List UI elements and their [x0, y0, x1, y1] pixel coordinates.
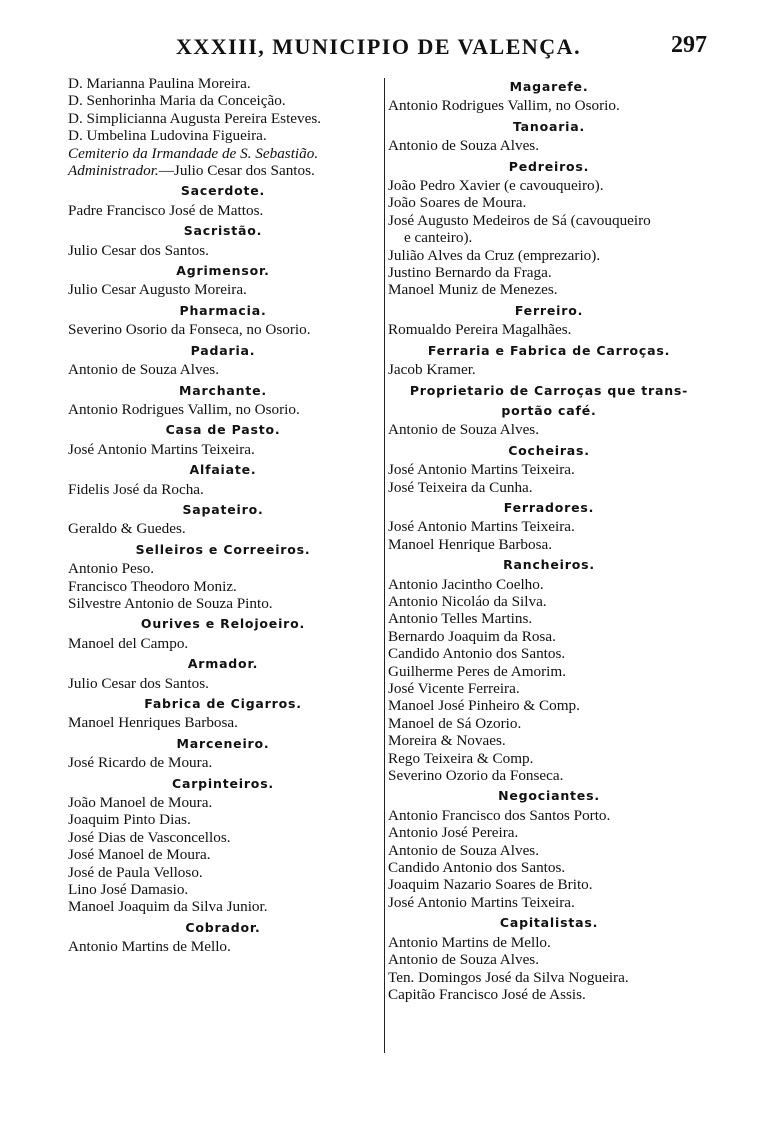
list-entry: Joaquim Pinto Dias. — [68, 811, 191, 829]
list-entry: Severino Osorio da Fonseca, no Osorio. — [68, 321, 311, 339]
list-entry: Lino José Damasio. — [68, 881, 189, 899]
list-entry: Manoel de Sá Ozorio. — [388, 714, 522, 732]
list-entry: Antonio Martins de Mello. — [388, 933, 551, 951]
section-heading: Selleiros e Correeiros. — [135, 541, 311, 557]
list-entry: Antonio de Souza Alves. — [388, 951, 540, 969]
column-divider — [384, 78, 385, 1053]
list-entry: Manoel del Campo. — [68, 634, 189, 652]
list-entry: José Antonio Martins Teixeira. — [388, 461, 575, 479]
list-entry: Padre Francisco José de Mattos. — [68, 201, 264, 219]
section-heading: Armador. — [187, 656, 259, 672]
section-heading: Marceneiro. — [176, 735, 270, 751]
section-heading: Padaria. — [190, 342, 256, 358]
list-entry: Fidelis José da Rocha. — [68, 480, 204, 498]
section-heading: Rancheiros. — [503, 557, 595, 573]
section-heading: Marchante. — [179, 382, 267, 398]
list-entry: João Pedro Xavier (e cavouqueiro). — [388, 177, 604, 195]
list-entry: Manoel José Pinheiro & Comp. — [388, 697, 580, 715]
list-entry: Antonio Peso. — [68, 560, 155, 578]
list-entry: Antonio de Souza Alves. — [68, 361, 220, 379]
list-entry: D. Simplicianna Augusta Pereira Esteves. — [68, 109, 322, 127]
section-heading: Cocheiras. — [508, 442, 590, 458]
section-heading: Magarefe. — [509, 79, 589, 94]
list-entry: D. Senhorinha Maria da Conceição. — [68, 92, 286, 110]
page-number: 297 — [671, 32, 707, 58]
list-entry: Capitão Francisco José de Assis. — [388, 985, 586, 1003]
list-entry: Guilherme Peres de Amorim. — [388, 662, 566, 680]
section-heading: Fabrica de Cigarros. — [144, 696, 302, 711]
list-entry: Antonio de Souza Alves. — [388, 421, 540, 439]
list-entry: José Dias de Vasconcellos. — [68, 828, 231, 846]
list-entry: D. Marianna Paulina Moreira. — [68, 75, 251, 92]
list-entry: Antonio de Souza Alves. — [388, 841, 540, 859]
section-heading: Alfaiate. — [189, 462, 257, 478]
section-heading: Tanoaria. — [512, 118, 586, 134]
list-entry: Julio Cesar dos Santos. — [68, 674, 209, 692]
list-entry: Antonio José Pereira. — [388, 824, 519, 842]
list-entry: Manoel Joaquim da Silva Junior. — [68, 898, 268, 916]
list-entry: Julião Alves da Cruz (emprezario). — [388, 246, 601, 264]
section-heading: Ferraria e Fabrica de Carroças. — [427, 342, 671, 358]
list-entry: Bernardo Joaquim da Rosa. — [388, 627, 556, 645]
list-entry: Cemiterio da Irmandade de S. Sebastião. — [68, 144, 319, 162]
list-entry: Joaquim Nazario Soares de Brito. — [388, 876, 593, 894]
list-entry: Rego Teixeira & Comp. — [388, 749, 534, 767]
section-heading: Sacerdote. — [180, 183, 266, 199]
list-entry: José Vicente Ferreira. — [388, 680, 520, 697]
list-entry: João Soares de Moura. — [388, 194, 527, 212]
section-heading: Carpinteiros. — [172, 775, 274, 791]
list-entry: José de Paula Velloso. — [68, 863, 203, 881]
list-entry: Ten. Domingos José da Silva Nogueira. — [388, 968, 629, 986]
list-entry: José Antonio Martins Teixeira. — [68, 440, 255, 458]
list-entry: Antonio Martins de Mello. — [68, 938, 231, 956]
section-heading: Proprietario de Carroças que trans- — [409, 382, 689, 398]
list-entry: Julio Cesar dos Santos. — [68, 241, 209, 259]
list-entry: Francisco Theodoro Moniz. — [68, 577, 237, 595]
section-heading: Cobrador. — [185, 919, 261, 935]
list-entry: Severino Ozorio da Fonseca. — [388, 767, 564, 785]
list-entry: José Antonio Martins Teixeira. — [388, 518, 575, 536]
section-heading: Capitalistas. — [499, 915, 599, 931]
list-entry: Antonio Telles Martins. — [388, 610, 533, 628]
section-heading: Pedreiros. — [508, 158, 590, 174]
list-entry: Manoel Henriques Barbosa. — [68, 714, 238, 732]
section-heading: Ourives e Relojoeiro. — [140, 616, 306, 632]
list-entry: Justino Bernardo da Fraga. — [388, 264, 552, 282]
list-entry: Manoel Henrique Barbosa. — [388, 535, 553, 553]
list-entry: Jacob Kramer. — [388, 361, 476, 379]
page-title: XXXIII, MUNICIPIO DE VALENÇA. — [175, 34, 582, 59]
list-entry: José Ricardo de Moura. — [68, 754, 213, 772]
list-entry: Candido Antonio dos Santos. — [388, 859, 566, 877]
list-entry: Moreira & Novaes. — [388, 732, 506, 750]
list-entry: Candido Antonio dos Santos. — [388, 645, 566, 663]
list-entry: Antonio de Souza Alves. — [388, 137, 540, 155]
list-entry: Antonio Rodrigues Vallim, no Osorio. — [68, 400, 300, 418]
list-entry: José Teixeira da Cunha. — [388, 478, 533, 496]
list-entry: José Augusto Medeiros de Sá (cavouqueiro — [388, 211, 651, 229]
list-entry: Manoel Muniz de Menezes. — [388, 281, 558, 299]
left-column — [68, 75, 378, 956]
section-heading: portão café. — [501, 402, 597, 418]
list-entry: João Manoel de Moura. — [68, 794, 213, 812]
section-heading: Sacristão. — [183, 223, 263, 239]
list-entry: Antonio Jacintho Coelho. — [388, 575, 544, 593]
list-entry: Antonio Francisco dos Santos Porto. — [388, 806, 611, 824]
right-column — [388, 75, 710, 1003]
list-entry: Administrador.—Julio Cesar dos Santos. — [68, 162, 315, 180]
list-entry: Antonio Rodrigues Vallim, no Osorio. — [388, 97, 620, 115]
section-heading: Agrimensor. — [176, 263, 270, 279]
list-entry: Antonio Nicoláo da Silva. — [388, 592, 547, 610]
section-heading: Pharmacia. — [179, 302, 267, 318]
section-heading: Casa de Pasto. — [165, 422, 281, 438]
section-heading: Sapateiro. — [182, 501, 264, 517]
list-entry: José Manoel de Moura. — [68, 846, 211, 864]
section-heading: Negociantes. — [498, 788, 600, 804]
list-entry: D. Umbelina Ludovina Figueira. — [68, 127, 267, 145]
list-entry: Romualdo Pereira Magalhães. — [388, 321, 572, 339]
list-entry: Geraldo & Guedes. — [68, 520, 186, 538]
list-entry: José Antonio Martins Teixeira. — [388, 893, 575, 911]
list-entry: Silvestre Antonio de Souza Pinto. — [68, 594, 273, 612]
section-heading: Ferreiro. — [514, 302, 584, 318]
list-entry: Julio Cesar Augusto Moreira. — [68, 281, 247, 299]
list-entry: e canteiro). — [404, 229, 473, 247]
section-heading: Ferradores. — [503, 499, 595, 515]
